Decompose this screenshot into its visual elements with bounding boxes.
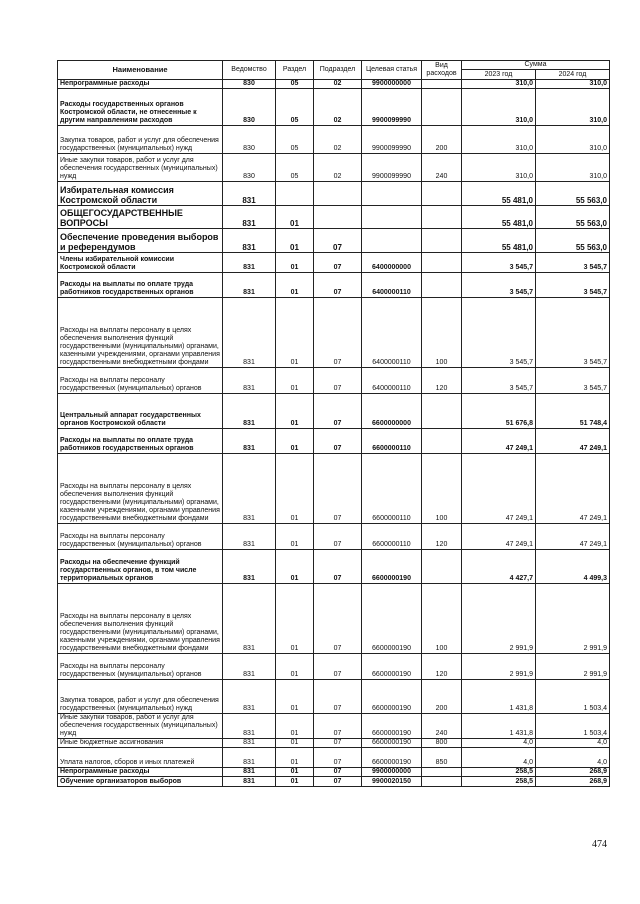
- cell-target: 6400000110: [362, 273, 422, 298]
- cell-sum-2023: 3 545,7: [462, 253, 536, 273]
- cell-target: 6600000110: [362, 429, 422, 454]
- cell-target: 6600000190: [362, 680, 422, 714]
- table-row: [58, 524, 610, 550]
- table-row: [58, 550, 610, 584]
- cell-expense-type: [422, 253, 462, 273]
- cell-target: 6600000190: [362, 654, 422, 680]
- cell-sum-2023: 4 427,7: [462, 550, 536, 584]
- cell-sum-2024: 55 563,0: [536, 206, 610, 229]
- cell-sum-2024: 47 249,1: [536, 429, 610, 454]
- cell-department: 831: [223, 768, 276, 777]
- page-number: 474: [592, 839, 607, 850]
- cell-subsection: 07: [314, 654, 362, 680]
- cell-section: 05: [276, 80, 314, 89]
- cell-target: 9900020150: [362, 777, 422, 787]
- cell-subsection: 02: [314, 80, 362, 89]
- table-row: [58, 584, 610, 654]
- cell-department: 831: [223, 654, 276, 680]
- cell-name: Уплата налогов, сборов и иных платежей: [58, 748, 223, 768]
- cell-subsection: 07: [314, 768, 362, 777]
- table-row: [58, 253, 610, 273]
- cell-subsection: 07: [314, 454, 362, 524]
- cell-subsection: 07: [314, 298, 362, 368]
- table-header: [58, 61, 610, 80]
- cell-subsection: 02: [314, 126, 362, 154]
- cell-sum-2023: 3 545,7: [462, 298, 536, 368]
- cell-section: 01: [276, 748, 314, 768]
- cell-sum-2023: 1 431,8: [462, 680, 536, 714]
- cell-name: Расходы на выплаты персоналу в целях обеспечения выполнения функций государственными (муниципальными) органами, казенными учреждениями, органами управления государственными внебюджетными фондами: [58, 584, 223, 654]
- cell-sum-2024: 3 545,7: [536, 298, 610, 368]
- table-row: [58, 394, 610, 429]
- cell-department: 831: [223, 714, 276, 739]
- cell-sum-2023: 310,0: [462, 154, 536, 182]
- cell-sum-2024: 4 499,3: [536, 550, 610, 584]
- cell-section: 01: [276, 429, 314, 454]
- cell-department: 831: [223, 454, 276, 524]
- cell-subsection: 07: [314, 680, 362, 714]
- table-row: [58, 182, 610, 206]
- cell-subsection: 07: [314, 429, 362, 454]
- cell-expense-type: 850: [422, 748, 462, 768]
- cell-department: 831: [223, 524, 276, 550]
- cell-sum-2024: 4,0: [536, 739, 610, 748]
- cell-sum-2024: 3 545,7: [536, 273, 610, 298]
- cell-section: 01: [276, 654, 314, 680]
- table-row: [58, 154, 610, 182]
- cell-section: 01: [276, 298, 314, 368]
- cell-sum-2024: 51 748,4: [536, 394, 610, 429]
- cell-target: 6600000190: [362, 714, 422, 739]
- cell-name: Расходы на выплаты персоналу государственных (муниципальных) органов: [58, 524, 223, 550]
- cell-section: [276, 182, 314, 206]
- cell-target: [362, 206, 422, 229]
- cell-name: Обеспечение проведения выборов и референдумов: [58, 229, 223, 253]
- cell-target: 6600000000: [362, 394, 422, 429]
- cell-sum-2024: 47 249,1: [536, 524, 610, 550]
- cell-sum-2024: 4,0: [536, 748, 610, 768]
- cell-sum-2023: 2 991,9: [462, 654, 536, 680]
- cell-section: 01: [276, 394, 314, 429]
- cell-expense-type: [422, 80, 462, 89]
- cell-expense-type: [422, 768, 462, 777]
- cell-target: 9900000000: [362, 80, 422, 89]
- cell-sum-2023: 55 481,0: [462, 182, 536, 206]
- cell-department: 831: [223, 298, 276, 368]
- cell-department: 830: [223, 126, 276, 154]
- cell-sum-2024: 268,9: [536, 777, 610, 787]
- table-row: [58, 777, 610, 787]
- cell-expense-type: [422, 394, 462, 429]
- cell-subsection: [314, 182, 362, 206]
- cell-name: Расходы на выплаты персоналу государственных (муниципальных) органов: [58, 654, 223, 680]
- cell-department: 831: [223, 394, 276, 429]
- header-subsection: Подраздел: [314, 61, 362, 80]
- cell-name: Расходы на обеспечение функций государственных органов, в том числе территориальных органов: [58, 550, 223, 584]
- cell-section: 01: [276, 714, 314, 739]
- header-year-2023: 2023 год: [462, 70, 536, 80]
- table-row: [58, 80, 610, 89]
- cell-target: 6600000190: [362, 550, 422, 584]
- cell-subsection: 07: [314, 739, 362, 748]
- cell-name: Расходы на выплаты персоналу в целях обеспечения выполнения функций государственными (муниципальными) органами, казенными учреждениями, органами управления государственными внебюджетными фондами: [58, 454, 223, 524]
- cell-subsection: 02: [314, 89, 362, 126]
- cell-department: 831: [223, 748, 276, 768]
- cell-sum-2023: 258,5: [462, 768, 536, 777]
- cell-sum-2023: 47 249,1: [462, 429, 536, 454]
- cell-sum-2023: 310,0: [462, 80, 536, 89]
- table-row: [58, 680, 610, 714]
- table-body: [58, 80, 610, 787]
- cell-name: Центральный аппарат государственных органов Костромской области: [58, 394, 223, 429]
- cell-name: Избирательная комиссия Костромской области: [58, 182, 223, 206]
- cell-section: 01: [276, 777, 314, 787]
- cell-name: Закупка товаров, работ и услуг для обеспечения государственных (муниципальных) нужд: [58, 680, 223, 714]
- cell-sum-2024: 1 503,4: [536, 714, 610, 739]
- cell-subsection: 07: [314, 229, 362, 253]
- cell-department: 831: [223, 273, 276, 298]
- cell-expense-type: [422, 89, 462, 126]
- cell-target: 9900099990: [362, 154, 422, 182]
- cell-section: 01: [276, 273, 314, 298]
- cell-name: Расходы на выплаты персоналу государственных (муниципальных) органов: [58, 368, 223, 394]
- cell-subsection: 07: [314, 524, 362, 550]
- cell-target: 6600000190: [362, 739, 422, 748]
- cell-sum-2024: 1 503,4: [536, 680, 610, 714]
- table-row: [58, 748, 610, 768]
- cell-name: Члены избирательной комиссии Костромской области: [58, 253, 223, 273]
- cell-department: 831: [223, 584, 276, 654]
- cell-name: Непрограммные расходы: [58, 768, 223, 777]
- cell-department: 831: [223, 368, 276, 394]
- cell-expense-type: [422, 182, 462, 206]
- cell-department: 831: [223, 229, 276, 253]
- cell-department: 831: [223, 206, 276, 229]
- cell-department: 831: [223, 739, 276, 748]
- cell-expense-type: [422, 550, 462, 584]
- cell-expense-type: [422, 206, 462, 229]
- cell-section: 01: [276, 524, 314, 550]
- cell-name: Закупка товаров, работ и услуг для обеспечения государственных (муниципальных) нужд: [58, 126, 223, 154]
- cell-section: 05: [276, 126, 314, 154]
- cell-section: 01: [276, 680, 314, 714]
- cell-target: [362, 182, 422, 206]
- table-row: [58, 429, 610, 454]
- cell-sum-2023: 258,5: [462, 777, 536, 787]
- table-row: [58, 298, 610, 368]
- table-row: [58, 89, 610, 126]
- cell-name: Расходы на выплаты по оплате труда работников государственных органов: [58, 273, 223, 298]
- table-row: [58, 454, 610, 524]
- cell-sum-2023: 3 545,7: [462, 273, 536, 298]
- cell-department: 830: [223, 154, 276, 182]
- table-row: [58, 229, 610, 253]
- header-section: Раздел: [276, 61, 314, 80]
- table-row: [58, 206, 610, 229]
- cell-sum-2023: 51 676,8: [462, 394, 536, 429]
- cell-sum-2024: 268,9: [536, 768, 610, 777]
- cell-sum-2023: 310,0: [462, 126, 536, 154]
- cell-name: Иные закупки товаров, работ и услуг для обеспечения государственных (муниципальных) нужд: [58, 714, 223, 739]
- table-row: [58, 768, 610, 777]
- cell-subsection: 02: [314, 154, 362, 182]
- cell-section: 01: [276, 253, 314, 273]
- cell-sum-2023: 4,0: [462, 739, 536, 748]
- cell-expense-type: 200: [422, 680, 462, 714]
- cell-subsection: 07: [314, 584, 362, 654]
- cell-department: 831: [223, 429, 276, 454]
- table-row: [58, 368, 610, 394]
- cell-section: 05: [276, 154, 314, 182]
- header-target: Целевая статья: [362, 61, 422, 80]
- cell-department: 831: [223, 777, 276, 787]
- cell-sum-2024: 2 991,9: [536, 584, 610, 654]
- cell-expense-type: 120: [422, 368, 462, 394]
- table-row: [58, 739, 610, 748]
- cell-expense-type: [422, 777, 462, 787]
- cell-expense-type: 100: [422, 454, 462, 524]
- table-row: [58, 273, 610, 298]
- cell-subsection: 07: [314, 368, 362, 394]
- cell-sum-2024: 310,0: [536, 80, 610, 89]
- cell-section: 01: [276, 584, 314, 654]
- cell-target: 6600000110: [362, 524, 422, 550]
- header-year-2024: 2024 год: [536, 70, 610, 80]
- cell-sum-2024: 3 545,7: [536, 368, 610, 394]
- header-name: Наименование: [58, 61, 223, 80]
- cell-subsection: 07: [314, 777, 362, 787]
- cell-target: 6400000000: [362, 253, 422, 273]
- cell-sum-2024: 47 249,1: [536, 454, 610, 524]
- cell-expense-type: 120: [422, 524, 462, 550]
- cell-expense-type: 240: [422, 714, 462, 739]
- cell-sum-2023: 310,0: [462, 89, 536, 126]
- cell-target: 9900099990: [362, 126, 422, 154]
- cell-sum-2023: 3 545,7: [462, 368, 536, 394]
- cell-expense-type: [422, 229, 462, 253]
- cell-department: 831: [223, 680, 276, 714]
- cell-sum-2023: 47 249,1: [462, 454, 536, 524]
- budget-table: [57, 60, 610, 787]
- cell-section: 01: [276, 368, 314, 394]
- cell-expense-type: [422, 429, 462, 454]
- cell-name: Обучение организаторов выборов: [58, 777, 223, 787]
- table-row: [58, 654, 610, 680]
- cell-department: 830: [223, 80, 276, 89]
- header-department: Ведомство: [223, 61, 276, 80]
- cell-sum-2024: 310,0: [536, 126, 610, 154]
- cell-section: 01: [276, 550, 314, 584]
- cell-section: 01: [276, 229, 314, 253]
- header-sum: Сумма: [462, 61, 610, 70]
- cell-subsection: [314, 206, 362, 229]
- cell-target: 9900000000: [362, 768, 422, 777]
- cell-subsection: 07: [314, 714, 362, 739]
- table-row: [58, 126, 610, 154]
- cell-sum-2023: 2 991,9: [462, 584, 536, 654]
- cell-sum-2023: 55 481,0: [462, 229, 536, 253]
- cell-subsection: 07: [314, 253, 362, 273]
- cell-expense-type: 800: [422, 739, 462, 748]
- cell-sum-2024: 55 563,0: [536, 182, 610, 206]
- cell-name: Расходы государственных органов Костромской области, не отнесенные к другим направлениям расходов: [58, 89, 223, 126]
- cell-name: Иные бюджетные ассигнования: [58, 739, 223, 748]
- cell-target: [362, 229, 422, 253]
- cell-expense-type: [422, 273, 462, 298]
- cell-department: 831: [223, 550, 276, 584]
- header-expense-type: Вид расходов: [422, 61, 462, 80]
- cell-subsection: 07: [314, 273, 362, 298]
- cell-sum-2024: 310,0: [536, 89, 610, 126]
- cell-sum-2024: 3 545,7: [536, 253, 610, 273]
- cell-sum-2023: 55 481,0: [462, 206, 536, 229]
- cell-name: Иные закупки товаров, работ и услуг для обеспечения государственных (муниципальных) нужд: [58, 154, 223, 182]
- cell-sum-2024: 310,0: [536, 154, 610, 182]
- cell-sum-2024: 2 991,9: [536, 654, 610, 680]
- cell-department: 831: [223, 253, 276, 273]
- cell-subsection: 07: [314, 748, 362, 768]
- cell-sum-2023: 47 249,1: [462, 524, 536, 550]
- cell-target: 9900099990: [362, 89, 422, 126]
- cell-expense-type: 240: [422, 154, 462, 182]
- cell-department: 831: [223, 182, 276, 206]
- cell-expense-type: 100: [422, 298, 462, 368]
- cell-name: ОБЩЕГОСУДАРСТВЕННЫЕ ВОПРОСЫ: [58, 206, 223, 229]
- cell-department: 830: [223, 89, 276, 126]
- cell-expense-type: 120: [422, 654, 462, 680]
- cell-target: 6600000190: [362, 584, 422, 654]
- cell-name: Расходы на выплаты персоналу в целях обеспечения выполнения функций государственными (муниципальными) органами, казенными учреждениями, органами управления государственными внебюджетными фондами: [58, 298, 223, 368]
- cell-name: Расходы на выплаты по оплате труда работников государственных органов: [58, 429, 223, 454]
- cell-section: 01: [276, 454, 314, 524]
- cell-target: 6400000110: [362, 368, 422, 394]
- cell-name: Непрограммные расходы: [58, 80, 223, 89]
- cell-target: 6600000110: [362, 454, 422, 524]
- cell-target: 6400000110: [362, 298, 422, 368]
- cell-sum-2023: 4,0: [462, 748, 536, 768]
- cell-section: 05: [276, 89, 314, 126]
- cell-expense-type: 200: [422, 126, 462, 154]
- cell-section: 01: [276, 739, 314, 748]
- cell-expense-type: 100: [422, 584, 462, 654]
- cell-section: 01: [276, 768, 314, 777]
- cell-sum-2024: 55 563,0: [536, 229, 610, 253]
- cell-sum-2023: 1 431,8: [462, 714, 536, 739]
- cell-subsection: 07: [314, 550, 362, 584]
- table-row: [58, 714, 610, 739]
- cell-subsection: 07: [314, 394, 362, 429]
- cell-target: 6600000190: [362, 748, 422, 768]
- cell-section: 01: [276, 206, 314, 229]
- budget-table-sheet: [57, 60, 609, 787]
